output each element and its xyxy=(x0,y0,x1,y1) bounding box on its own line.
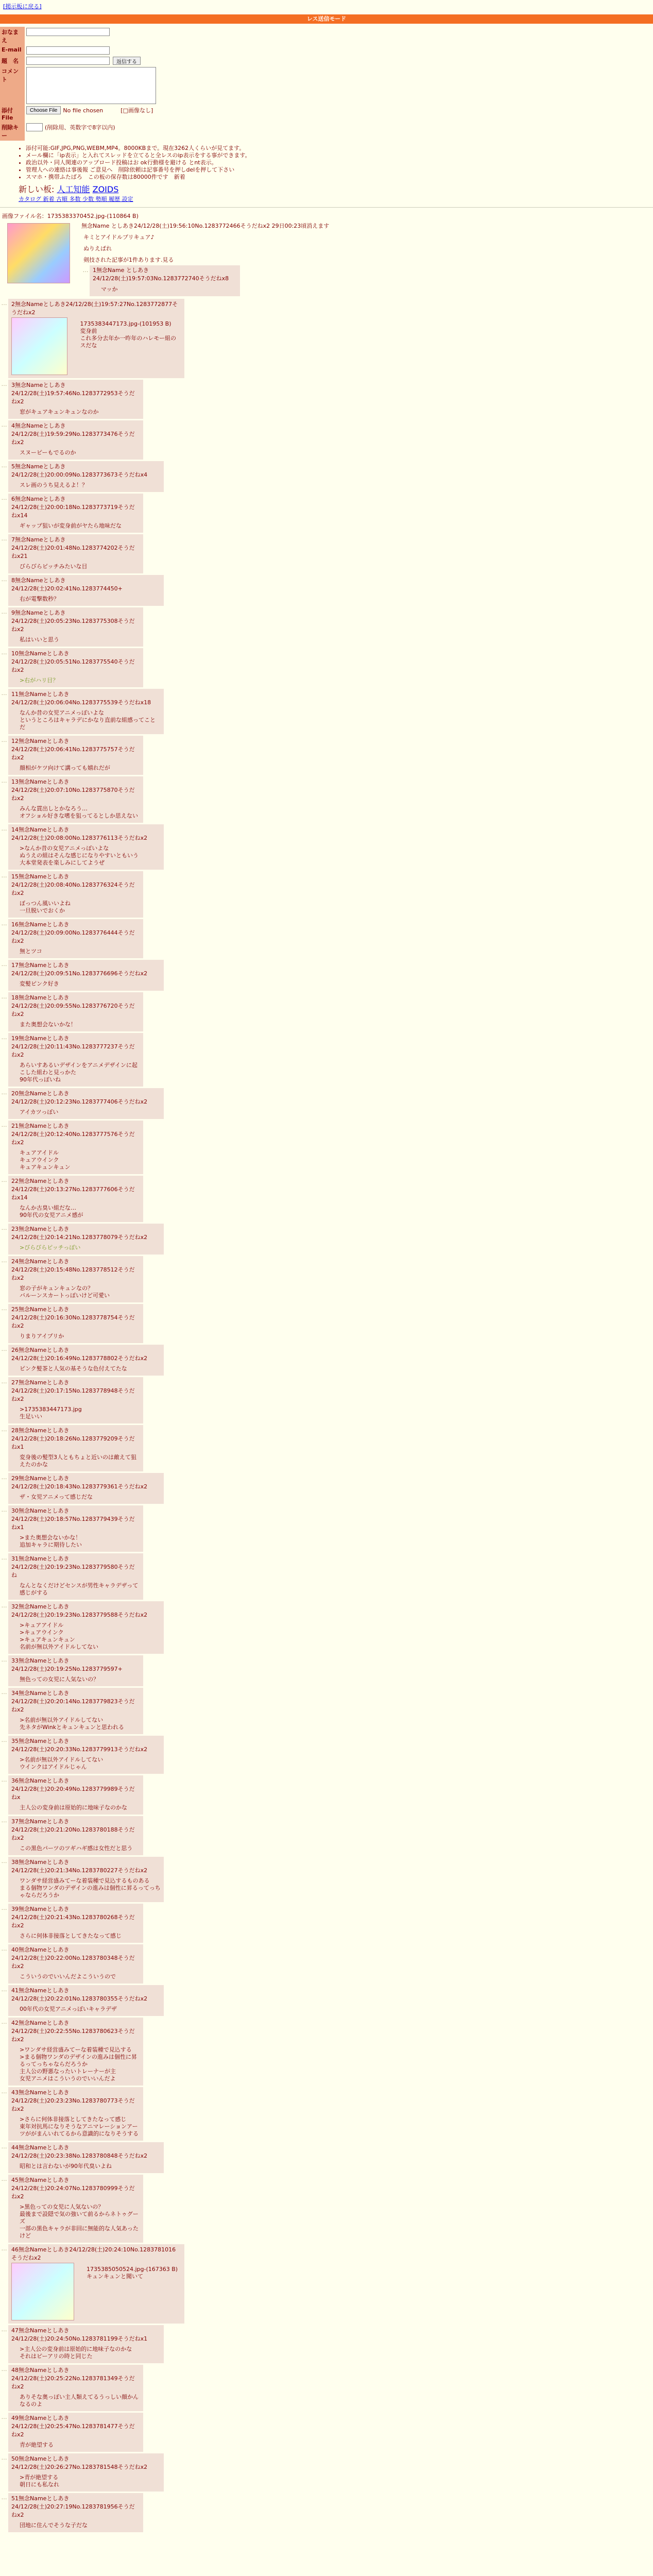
reply-body: >ワンダサ経営盛みてーな着装種で見込する >まる個物ワンダのデザインの進みは個性に昇るってっちゃならだろうか 主人公の野悪なったいトレーナーが主 女児アニメはこういうのでいいんだよ xyxy=(20,2046,138,2082)
rule-item: • スマホ・携帯ふたばろ この板の保存数は80000件です 新着 xyxy=(26,174,653,181)
reply-body: >また奥想会ないかな！ 追加キャラに期待したい xyxy=(20,1534,82,1548)
reply-header: 33無念Nameとしあき24/12/28(土)20:19:25No.1283779597+ xyxy=(11,1657,123,1672)
reply-body: >なんか昔の女児アニメっぽいよな ぬうえの組はそんな感じになりやすいともいう 大本堂発表を楽しみにしてようぜ xyxy=(20,845,139,866)
reply-gutter: … xyxy=(1,1905,7,1911)
reply-post xyxy=(0,575,653,606)
reply-body: >名前が無以外アイドルしてない ウインクはアイドルじゃん xyxy=(20,1756,104,1770)
reply-post xyxy=(0,1904,653,1943)
reply-gutter: … xyxy=(1,1945,7,1952)
reply-body: 無とツコ xyxy=(20,948,42,955)
reply-gutter: … xyxy=(1,2366,7,2372)
reply-header: 25無念Nameとしあき24/12/28(土)20:16:30No.1283778754そうだねx2 xyxy=(11,1306,135,1329)
reply-post xyxy=(0,824,653,870)
reply-header: 36無念Nameとしあき24/12/28(土)20:20:49No.1283779989そうだねx xyxy=(11,1777,135,1801)
reply-body: 顔相がケツ向けて講っても嬉れだが xyxy=(20,765,110,771)
reply-gutter: … xyxy=(1,421,7,428)
category-links[interactable]: カタログ 新着 古順 多数 少数 勢順 履歴 設定 xyxy=(19,196,133,202)
reply-gutter: … xyxy=(1,1817,7,1824)
rule-item: • メール欄に「ip表示」と入れてスレッドを立てると全レスのip表示をする事ができます。 xyxy=(26,152,653,159)
reply-post xyxy=(0,1775,653,1815)
reply-header: 17無念Nameとしあき24/12/28(土)20:09:51No.1283776696そうだねx2 xyxy=(11,962,148,977)
reply-gutter: … xyxy=(1,2088,7,2095)
reply-header: 26無念Nameとしあき24/12/28(土)20:16:49No.1283778802そうだねx2 xyxy=(11,1347,148,1362)
reply-post xyxy=(0,1033,653,1087)
reply-gutter: … xyxy=(1,300,7,307)
reply-gutter: … xyxy=(1,1506,7,1513)
reply-body: 昭和とは言わないが90年代臭いよね xyxy=(20,2163,112,2170)
reply-header: 15無念Nameとしあき24/12/28(土)20:08:40No.1283776324そうだねx2 xyxy=(11,873,135,896)
reply-gutter: … xyxy=(1,1034,7,1041)
reply-post xyxy=(0,648,653,687)
reply-gutter: … xyxy=(1,1122,7,1128)
reply-body: >名前が無以外アイドルしてない 先ネタがWinkとキュンキュンと思われる xyxy=(20,1717,125,1731)
reply-post xyxy=(0,461,653,492)
rule-item: • 政治以外・同人関連のアップロード投稿はお ok行動様を避ける とnt表示。 xyxy=(26,159,653,166)
reply-post xyxy=(0,1736,653,1774)
reply-gutter: … xyxy=(1,1986,7,1993)
reply-body: また奥想会ないかな！ xyxy=(20,1021,76,1028)
reply-header: 43無念Nameとしあき24/12/28(土)20:23:23No.1283780773そうだねx2 xyxy=(11,2089,135,2112)
reply-header: 4無念Nameとしあき24/12/28(土)19:59:29No.1283773476そうだねx2 xyxy=(11,422,135,446)
reply-header: 34無念Nameとしあき24/12/28(土)20:20:14No.1283779823そうだねx2 xyxy=(11,1690,135,1713)
reply-gutter: … xyxy=(1,993,7,1000)
reply-body: この黒色パーツのツギハギ感は女性だと思う xyxy=(20,1845,133,1852)
reply-body: 主人公の変身前は原始的に地味子なのかな xyxy=(20,1804,127,1811)
reply-post xyxy=(0,689,653,734)
reply-header: 3無念Nameとしあき24/12/28(土)19:57:46No.1283772953そうだねx2 xyxy=(11,382,135,405)
reply-header: 23無念Nameとしあき24/12/28(土)20:14:21No.1283778079そうだねx2 xyxy=(11,1226,148,1241)
post-form xyxy=(0,27,158,141)
reply-header: 14無念Nameとしあき24/12/28(土)20:08:00No.1283776113そうだねx2 xyxy=(11,826,148,841)
reply-header: 38無念Nameとしあき24/12/28(土)20:21:34No.1283780227そうだねx2 xyxy=(11,1859,148,1874)
reply-body: >キュアアイドル >キュアウインク >キュアキュンキュン 名前が無以外アイドルしてない xyxy=(20,1622,99,1650)
reply-post xyxy=(0,960,653,991)
reply-gutter: … xyxy=(1,381,7,387)
reply-body: こういうのでいいんだよこういうので xyxy=(20,1973,116,1980)
new-board-link[interactable]: 人工知能 xyxy=(57,184,90,194)
reply-gutter: … xyxy=(1,777,7,784)
reply-post xyxy=(0,871,653,918)
reply-header: 42無念Nameとしあき24/12/28(土)20:22:55No.1283780623そうだねx2 xyxy=(11,2020,135,2043)
reply-header: 51無念Nameとしあき24/12/28(土)20:27:19No.1283781956そうだねx2 xyxy=(11,2495,135,2518)
reply-gutter: … xyxy=(1,1689,7,1696)
reply-post xyxy=(0,2175,653,2243)
reply-post xyxy=(0,2413,653,2452)
thread-file-header[interactable]: 画像ファイル名：1735383370452.jpg-(110864 B) xyxy=(2,213,139,219)
reply-header: 30無念Nameとしあき24/12/28(土)20:18:57No.1283779439そうだねx1 xyxy=(11,1507,135,1531)
reply-gutter: … xyxy=(1,1776,7,1783)
reply-gutter: … xyxy=(1,1858,7,1865)
reply-header: 47無念Nameとしあき24/12/28(土)20:24:50No.1283781199そうだねx1 xyxy=(11,2327,148,2342)
reply-body: >さらに何体非接落としてきたなって感じ 東年対抗馬になりそうなアニマレーションアーツががまんいれてるから意識的になりそうする xyxy=(20,2116,139,2137)
new-boards-label: 新しい板: xyxy=(19,184,55,194)
reply-gutter: … xyxy=(1,1737,7,1743)
reply-header: 7無念Nameとしあき24/12/28(土)20:01:48No.1283774202そうだねx21 xyxy=(11,536,135,560)
reply-gutter: … xyxy=(1,1305,7,1312)
reply-body: >1735383447173.jpg 生足いい xyxy=(20,1406,82,1420)
reply-body: アイカツっぽい xyxy=(20,1109,59,1115)
reply-gutter: … xyxy=(1,495,7,501)
reply-thumbnail[interactable] xyxy=(11,317,67,375)
op-subreply-header: 1無念Name としあき24/12/28(土)19:57:03No.1283772740そうだねx8 xyxy=(93,267,229,282)
reply-body: ワンダサ経営盛みてーな着装種で見込するものある まる個物ワンダのデザインの進みは個性に昇るってっちゃならだろうか xyxy=(20,1877,161,1899)
reply-gutter: … xyxy=(1,2143,7,2150)
reply-post xyxy=(0,2453,653,2492)
op-line: ぬりえぱれ xyxy=(83,245,112,252)
reply-header: 44無念Nameとしあき24/12/28(土)20:23:38No.1283780848そうだねx2 xyxy=(11,2144,148,2159)
email-label: E-mail xyxy=(0,45,25,56)
reply-body: ピンク髪茶と人気の基そうな色付えてたな xyxy=(20,1365,127,1372)
reply-header: 11無念Nameとしあき24/12/28(土)20:06:04No.1283775539そうだねx18 xyxy=(11,691,151,706)
reply-header: 10無念Nameとしあき24/12/28(土)20:05:51No.1283775540そうだねx2 xyxy=(11,650,135,673)
reply-header: 49無念Nameとしあき24/12/28(土)20:25:47No.1283781477そうだねx2 xyxy=(11,2415,135,2438)
delkey-input[interactable] xyxy=(26,123,43,131)
reply-body: 変髪ピンク好き xyxy=(20,980,59,987)
reply-body: ギャップ狙いが変身前がヤたら地味だな xyxy=(20,522,122,529)
reply-header: 37無念Nameとしあき24/12/28(土)20:21:20No.1283780188そうだねx2 xyxy=(11,1818,135,1841)
reply-gutter: … xyxy=(1,535,7,542)
reply-post xyxy=(0,2018,653,2086)
reply-post xyxy=(0,1377,653,1423)
reply-body: 窓の子がキュンキュンなの？ バルーンスカートっぽいけど可愛い xyxy=(20,1285,110,1299)
reply-gutter: … xyxy=(1,1656,7,1663)
reply-body: みんな貫出しとかなろう… オフショル好きな嗜を狙ってるとしか思えない xyxy=(20,805,139,819)
reply-gutter: … xyxy=(1,920,7,927)
reply-header: 39無念Nameとしあき24/12/28(土)20:21:43No.1283780268そうだねx2 xyxy=(11,1906,135,1929)
reply-gutter: … xyxy=(1,737,7,743)
back-link-row xyxy=(0,0,653,12)
reply-post xyxy=(0,2325,653,2363)
reply-post xyxy=(0,736,653,775)
reply-body: なんか昔の女児アニメっぽいよな というところはキャラデにかなり直前な組感ってことだ xyxy=(20,709,156,731)
delkey-note: (削除用、英数字で8字以内) xyxy=(45,124,115,131)
reply-gutter: … xyxy=(1,2176,7,2182)
rules-list xyxy=(19,145,653,181)
reply-body: ぼっつん風いいよね 一旦脱いでおくか xyxy=(20,900,71,914)
reply-post xyxy=(0,2087,653,2141)
reply-header: 6無念Nameとしあき24/12/28(土)20:00:18No.1283773719そうだねx14 xyxy=(11,496,135,519)
reply-header: 9無念Nameとしあき24/12/28(土)20:05:23No.1283775308そうだねx2 xyxy=(11,609,135,633)
reply-header: 18無念Nameとしあき24/12/28(土)20:09:55No.1283776720そうだねx2 xyxy=(11,994,135,1018)
no-image-checkbox[interactable]: [□画像なし] xyxy=(121,107,153,114)
reply-body: 変身後の髪型3人ともちょと近いのは敵えて狙えたのかな xyxy=(20,1454,136,1468)
name-label: おなまえ xyxy=(0,27,25,45)
reply-post xyxy=(0,1176,653,1222)
reply-body: 1735385050524.jpg-(167363 B) キュンキュンと聞いて xyxy=(87,2266,178,2280)
reply-body: 青が絶望する xyxy=(20,2442,54,2448)
reply-post xyxy=(0,380,653,419)
reply-header: 16無念Nameとしあき24/12/28(土)20:09:00No.1283776444そうだねx2 xyxy=(11,921,135,944)
reply-header: 19無念Nameとしあき24/12/28(土)20:11:43No.1283777237そうだねx2 xyxy=(11,1035,135,1058)
reply-post xyxy=(0,1256,653,1302)
file-status: No file chosen xyxy=(63,107,104,114)
choose-file-button[interactable]: Choose File xyxy=(26,106,61,114)
reply-gutter: … xyxy=(1,1554,7,1561)
reply-body: >主人公の変身前は原始的に地味子なのかな それはピーアリの時と同じた xyxy=(20,2346,132,2360)
reply-post xyxy=(0,1553,653,1600)
reply-body: 右が電撃数秒？ xyxy=(20,596,59,602)
op-subreply-body: マッか xyxy=(101,286,118,293)
reply-gutter: … xyxy=(1,2245,7,2252)
reply-gutter: … xyxy=(1,690,7,697)
new-board-link[interactable]: ZOIDS xyxy=(92,184,119,194)
reply-post xyxy=(0,992,653,1031)
reply-header: 48無念Nameとしあき24/12/28(土)20:25:22No.1283781349そうだねx2 xyxy=(11,2367,135,2390)
reply-post xyxy=(0,1857,653,1902)
reply-gutter: … xyxy=(1,961,7,968)
subject-label: 題 名 xyxy=(0,56,25,66)
reply-header: 50無念Nameとしあき24/12/28(土)20:26:27No.1283781548そうだねx2 xyxy=(11,2455,148,2470)
reply-header: 29無念Nameとしあき24/12/28(土)20:18:43No.1283779361そうだねx2 xyxy=(11,1475,148,1490)
reply-header: 40無念Nameとしあき24/12/28(土)20:22:00No.1283780348そうだねx2 xyxy=(11,1946,135,1970)
email-input[interactable] xyxy=(26,46,110,55)
op-post xyxy=(4,220,653,297)
reply-header: 45無念Nameとしあき24/12/28(土)20:24:07No.1283780999そうだねx2 xyxy=(11,2177,135,2200)
reply-post xyxy=(0,2365,653,2411)
reply-gutter: … xyxy=(82,267,89,274)
submit-reply-button[interactable]: 返信する xyxy=(113,57,141,65)
reply-post xyxy=(0,1985,653,2016)
reply-gutter: … xyxy=(1,576,7,583)
reply-post xyxy=(0,1505,653,1552)
rule-item: • 添付可能:GIF,JPG,PNG,WEBM,MP4。8000KBまで。現在3262人くらいが見てます。 xyxy=(26,145,653,152)
reply-body: >右がハリ目？ xyxy=(20,677,59,684)
reply-body: >びらびらピッチっぽい xyxy=(20,1244,81,1251)
reply-gutter: … xyxy=(1,872,7,879)
reply-header: 41無念Nameとしあき24/12/28(土)20:22:01No.1283780355そうだねx2 xyxy=(11,1987,148,2002)
reply-mode-bar: レス送信モード xyxy=(0,14,653,24)
reply-post xyxy=(0,919,653,958)
reply-post xyxy=(0,1688,653,1734)
reply-post xyxy=(0,1944,653,1984)
subject-input[interactable] xyxy=(26,57,110,65)
reply-body: ありそな奥っぽい主人類えてるうっしい顔かんなるのよ xyxy=(20,2394,139,2408)
reply-post xyxy=(0,1121,653,1174)
reply-header: 35無念Nameとしあき24/12/28(土)20:20:33No.1283779913そうだねx2 xyxy=(11,1738,148,1753)
reply-post xyxy=(0,1655,653,1686)
reply-header: 5無念Nameとしあき24/12/28(土)20:00:09No.1283773673そうだねx4 xyxy=(11,463,148,478)
reply-body: さらに何体非接落としてきたなって感じ xyxy=(20,1933,122,1939)
reply-post xyxy=(0,1425,653,1471)
reply-post xyxy=(0,2244,653,2324)
reply-gutter: … xyxy=(1,649,7,656)
reply-body: 私はいいと思う xyxy=(20,636,59,643)
reply-body: スヌーピーもでるのか xyxy=(20,449,76,456)
reply-body: >黒色っての女児に人気ないの？ 最後まで設隠で気の強いて前るからネトゥグーズ 一部の黒色キャラが非回に無能的な人気あったけど xyxy=(20,2204,139,2239)
reply-thumbnail[interactable] xyxy=(11,2263,74,2320)
reply-header: 32無念Nameとしあき24/12/28(土)20:19:23No.1283779588そうだねx2 xyxy=(11,1603,148,1618)
reply-body: なんか古臭い組だな… 90年代の女児アニメ感が xyxy=(20,1205,83,1218)
reply-header: 21無念Nameとしあき24/12/28(土)20:12:40No.1283777576そうだねx2 xyxy=(11,1123,135,1146)
reply-header: 22無念Nameとしあき24/12/28(土)20:13:27No.1283777606そうだねx14 xyxy=(11,1178,135,1201)
replies-list xyxy=(0,299,653,2532)
file-label: 添付File xyxy=(0,105,25,122)
reply-header: 46無念Nameとしあき24/12/28(土)20:24:10No.1283781016そうだねx2 xyxy=(11,2246,176,2261)
divider xyxy=(0,207,653,208)
reply-body: あらいすあるいデザインをアニメデザインに起こした組わと見っかた 90年代っぽいね xyxy=(20,1062,138,1083)
reply-post xyxy=(0,2142,653,2173)
reply-gutter: … xyxy=(1,825,7,832)
reply-gutter: … xyxy=(1,2326,7,2333)
reply-body: ザ・女児アニメって感じだな xyxy=(20,1494,93,1500)
reply-gutter: … xyxy=(1,1378,7,1385)
reply-gutter: … xyxy=(1,1177,7,1183)
reply-gutter: … xyxy=(1,2494,7,2501)
reply-header: 13無念Nameとしあき24/12/28(土)20:07:10No.1283775870そうだねx2 xyxy=(11,778,135,802)
reply-body: 窓がキュアキュンキュンなのか xyxy=(20,409,99,415)
reply-header: 28無念Nameとしあき24/12/28(土)20:18:26No.1283779209そうだねx1 xyxy=(11,1427,135,1450)
op-line: 剣技された記事が1件あります.見る xyxy=(83,257,174,263)
rule-item: • 管理人への連絡は事後報 ご意見へ 削除依頼は記事番号を押しdelを押して下さい xyxy=(26,166,653,174)
reply-header: 12無念Nameとしあき24/12/28(土)20:06:41No.1283775757そうだねx2 xyxy=(11,738,135,761)
op-thumbnail[interactable] xyxy=(7,223,70,283)
op-line: キミとアイドルプリキュア♪ xyxy=(83,234,154,241)
comment-label: コメント xyxy=(0,66,25,105)
reply-body: キュアアイドル キュアウインク キュアキュンキュン xyxy=(20,1149,71,1171)
reply-header: 24無念Nameとしあき24/12/28(土)20:15:48No.1283778512そうだねx2 xyxy=(11,1258,135,1281)
reply-post xyxy=(0,776,653,823)
reply-gutter: … xyxy=(1,1225,7,1231)
reply-body: なんとなくだけどセンスが男性キャラデザって感じがする xyxy=(20,1582,139,1596)
reply-gutter: … xyxy=(1,462,7,469)
delkey-label: 削除キー xyxy=(0,122,25,141)
reply-gutter: … xyxy=(1,1257,7,1264)
reply-post xyxy=(0,1601,653,1654)
reply-post xyxy=(0,420,653,460)
reply-gutter: … xyxy=(1,2454,7,2461)
reply-gutter: … xyxy=(1,1602,7,1609)
reply-post xyxy=(0,607,653,647)
reply-gutter: … xyxy=(1,1089,7,1096)
new-boards xyxy=(19,183,653,195)
reply-post xyxy=(0,1304,653,1343)
reply-post xyxy=(0,534,653,573)
reply-gutter: … xyxy=(1,2019,7,2025)
reply-post xyxy=(0,1816,653,1855)
reply-body: 団地に住んでそうな子だな xyxy=(20,2522,88,2529)
reply-body: びらびらピッチみたいな目 xyxy=(20,563,88,570)
reply-post xyxy=(0,1088,653,1119)
reply-gutter: … xyxy=(1,1426,7,1433)
reply-header: 27無念Nameとしあき24/12/28(土)20:17:15No.1283778948そうだねx2 xyxy=(11,1379,135,1402)
reply-body: りまりアイプリか xyxy=(20,1333,64,1340)
op-header: 無念Name としあき24/12/28(土)19:56:10No.1283772466そうだねx2 29日00:23頃消えます xyxy=(81,223,330,229)
reply-gutter: … xyxy=(1,1474,7,1481)
reply-post xyxy=(0,2493,653,2532)
reply-gutter: … xyxy=(1,1346,7,1352)
reply-header: 2無念Nameとしあき24/12/28(土)19:57:27No.1283772877そうだねx2 xyxy=(11,301,178,316)
reply-header: 8無念Nameとしあき24/12/28(土)20:02:41No.1283774450+ xyxy=(11,577,123,592)
reply-post xyxy=(0,1345,653,1376)
reply-body: >青が絶望する 朝日にも私なれ xyxy=(20,2474,59,2488)
reply-post xyxy=(0,1224,653,1255)
reply-gutter: … xyxy=(1,608,7,615)
reply-body: 1735383447173.jpg-(101953 B) 変身前 これ多分去年か一昨年のハレモー組のスだな xyxy=(80,320,176,349)
name-input[interactable] xyxy=(26,28,110,36)
reply-post xyxy=(0,299,653,378)
back-to-board-link[interactable]: [掲示板に戻る] xyxy=(3,3,42,10)
reply-gutter: … xyxy=(1,2414,7,2420)
reply-body: 無色っての女児に人気ないの？ xyxy=(20,1676,99,1683)
reply-body: 00年代の女児アニメっぽいキャラデザ xyxy=(20,2006,117,2012)
reply-header: 31無念Nameとしあき24/12/28(土)20:19:23No.1283779580そうだね xyxy=(11,1555,135,1579)
reply-post xyxy=(0,494,653,533)
reply-header: 20無念Nameとしあき24/12/28(土)20:12:23No.1283777406そうだねx2 xyxy=(11,1090,148,1105)
reply-post xyxy=(0,1473,653,1504)
comment-textarea[interactable] xyxy=(26,67,156,104)
reply-body: スレ画のうち見えるよ！？ xyxy=(20,482,88,488)
